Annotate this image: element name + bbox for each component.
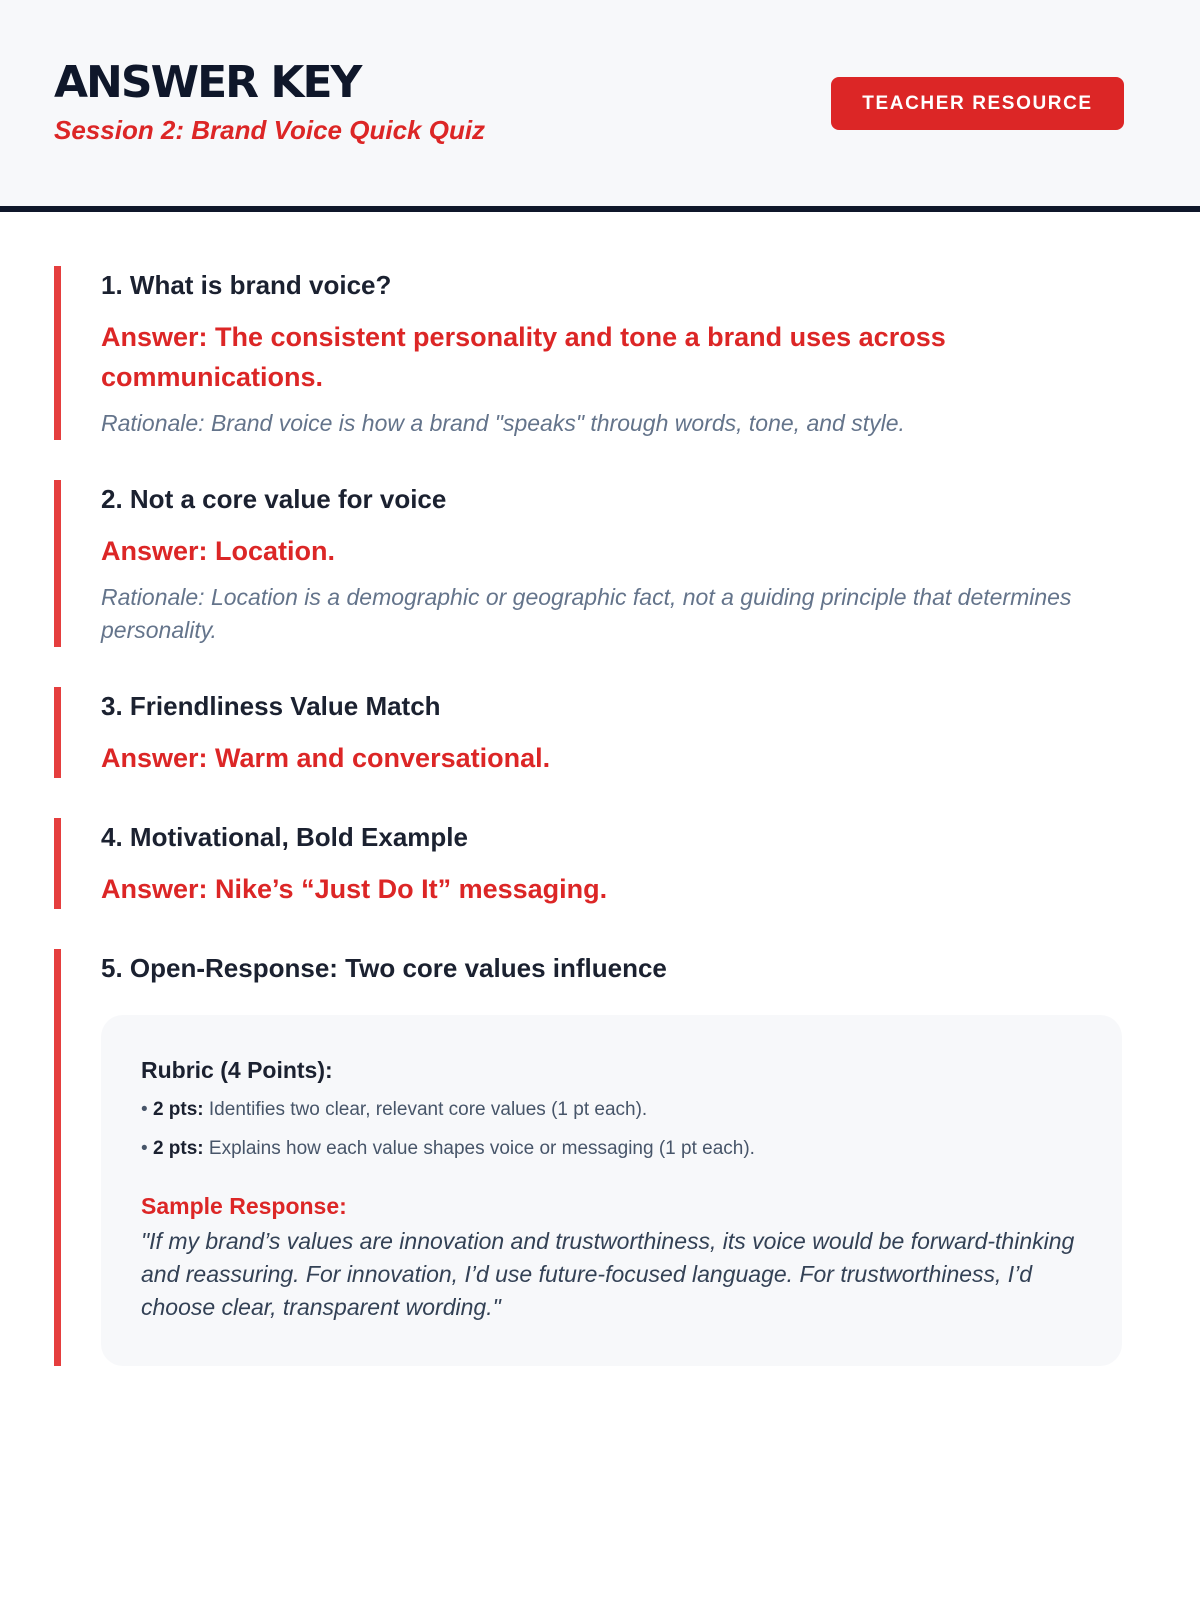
question-accent-bar bbox=[54, 266, 61, 440]
sample-response-label: Sample Response: bbox=[141, 1193, 347, 1219]
rubric-box bbox=[101, 1015, 1122, 1366]
bullet-icon: • bbox=[141, 1099, 148, 1120]
page-title: ANSWER KEY bbox=[54, 57, 361, 108]
question-rationale: Rationale: Location is a demographic or geographic fact, not a guiding principle that determines personality. bbox=[101, 584, 1072, 643]
question-accent-bar bbox=[54, 818, 61, 909]
teacher-resource-badge: TEACHER RESOURCE bbox=[831, 77, 1124, 130]
rubric-title: Rubric (4 Points): bbox=[141, 1057, 333, 1083]
bullet-icon: • bbox=[141, 1138, 148, 1159]
rubric-item bbox=[141, 1095, 1082, 1124]
question-answer: Answer: The consistent personality and tone a brand uses across communications. bbox=[101, 322, 946, 392]
question-answer: Answer: Location. bbox=[101, 536, 336, 566]
question-title: 2. Not a core value for voice bbox=[101, 484, 447, 514]
question-accent-bar bbox=[54, 949, 61, 1366]
question-answer: Answer: Nike’s “Just Do It” messaging. bbox=[101, 874, 608, 904]
question-rationale: Rationale: Brand voice is how a brand "speaks" through words, tone, and style. bbox=[101, 410, 905, 436]
question-accent-bar bbox=[54, 687, 61, 778]
question-5 bbox=[54, 949, 1122, 1366]
page-subtitle: Session 2: Brand Voice Quick Quiz bbox=[54, 115, 486, 145]
question-title: 1. What is brand voice? bbox=[101, 270, 392, 300]
rubric-points: 2 pts: bbox=[152, 1099, 204, 1120]
rubric-text: Identifies two clear, relevant core values (1 pt each). bbox=[208, 1099, 648, 1120]
question-answer: Answer: Warm and conversational. bbox=[101, 743, 551, 773]
page-header bbox=[0, 0, 1200, 212]
question-4 bbox=[54, 818, 1122, 909]
question-2 bbox=[54, 480, 1122, 647]
rubric-text: Explains how each value shapes voice or messaging (1 pt each). bbox=[208, 1138, 755, 1159]
rubric-points: 2 pts: bbox=[152, 1138, 204, 1159]
rubric-item bbox=[141, 1134, 1082, 1163]
sample-response-text: "If my brand’s values are innovation and trustworthiness, its voice would be forward-thinking and reassuring. For innovation, I’d use future-focused language. For trustworthiness, I’d choose clear, transparent wording." bbox=[141, 1228, 1075, 1320]
question-accent-bar bbox=[54, 480, 61, 647]
question-title: 3. Friendliness Value Match bbox=[101, 691, 441, 721]
question-1 bbox=[54, 266, 1122, 440]
question-title: 4. Motivational, Bold Example bbox=[101, 822, 468, 852]
question-title: 5. Open-Response: Two core values influence bbox=[101, 953, 667, 983]
question-3 bbox=[54, 687, 1122, 778]
answer-list bbox=[0, 212, 1200, 1366]
